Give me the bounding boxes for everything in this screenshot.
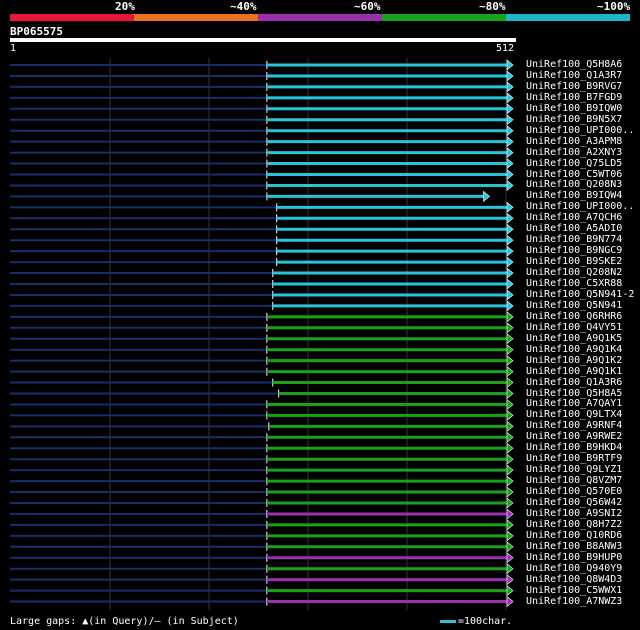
hit-arrow-icon <box>507 93 513 103</box>
hit-row[interactable] <box>10 312 513 322</box>
hit-label-link[interactable]: UniRef100_Q940Y9 <box>526 562 623 574</box>
hit-row[interactable] <box>10 520 513 530</box>
hit-label-link[interactable]: UniRef100_Q5N941-2 <box>526 288 635 300</box>
hit-label-link[interactable]: UniRef100_A9Q1K5 <box>526 332 623 344</box>
hit-row[interactable] <box>10 564 513 574</box>
hit-row[interactable] <box>10 465 513 475</box>
hit-label-link[interactable]: UniRef100_UPI000.. <box>526 124 635 136</box>
hit-row[interactable] <box>10 443 513 453</box>
hit-arrow-icon <box>507 586 513 596</box>
legend-label-4: ~80% <box>479 0 506 13</box>
hit-arrow-icon <box>507 575 513 585</box>
legend-label-1: 20% <box>115 0 135 13</box>
scale-legend <box>440 616 512 627</box>
scale-bar <box>440 620 456 623</box>
hit-arrow-icon <box>507 137 513 147</box>
hit-arrow-icon <box>507 268 513 278</box>
hit-row[interactable] <box>10 432 513 442</box>
hit-row[interactable] <box>10 378 513 388</box>
hit-row[interactable] <box>10 60 513 70</box>
hit-arrow-icon <box>507 389 513 399</box>
hit-arrow-icon <box>507 159 513 169</box>
hit-arrow-icon <box>507 202 513 212</box>
hit-label-link[interactable]: UniRef100_Q75LD5 <box>526 157 623 169</box>
hit-row[interactable] <box>10 410 513 420</box>
hit-label-link[interactable]: UniRef100_B9N5X7 <box>526 113 623 125</box>
hit-row[interactable] <box>10 115 513 125</box>
hit-arrow-icon <box>507 378 513 388</box>
hit-arrow-icon <box>507 498 513 508</box>
hit-label-link[interactable]: UniRef100_B8ANW3 <box>526 540 623 552</box>
hit-arrow-icon <box>507 180 513 190</box>
hit-label-link[interactable]: UniRef100_C5XR88 <box>526 278 623 289</box>
hit-label-link[interactable]: UniRef100_Q5H8A6 <box>526 59 623 70</box>
hit-row[interactable] <box>10 71 513 81</box>
hit-row[interactable] <box>10 137 513 147</box>
hit-row[interactable] <box>10 323 513 333</box>
hit-label-link[interactable]: UniRef100_B9NGC9 <box>526 245 623 257</box>
hit-row[interactable] <box>10 345 513 355</box>
hit-arrow-icon <box>507 454 513 464</box>
hit-row[interactable] <box>10 509 513 519</box>
hit-arrow-icon <box>507 597 513 607</box>
hit-label-link[interactable]: UniRef100_B7FGD9 <box>526 91 623 103</box>
hit-row[interactable] <box>10 597 513 607</box>
hit-arrow-icon <box>507 432 513 442</box>
hit-label-link[interactable]: UniRef100_B9HUP0 <box>526 551 623 563</box>
hit-arrow-icon <box>507 410 513 420</box>
hit-row[interactable] <box>10 290 513 300</box>
hit-arrow-icon <box>507 126 513 136</box>
hit-arrow-icon <box>507 213 513 223</box>
gap-legend: Large gaps: ▲(in Query)/— (in Subject) <box>10 616 239 627</box>
hit-row[interactable] <box>10 531 513 541</box>
hit-arrow-icon <box>507 509 513 519</box>
hit-label-link[interactable]: UniRef100_Q1A3R7 <box>526 69 623 81</box>
hit-arrow-icon <box>507 367 513 377</box>
hit-label-link[interactable]: UniRef100_Q208N3 <box>526 179 623 191</box>
hit-row[interactable] <box>10 148 513 158</box>
hit-row[interactable] <box>10 246 513 256</box>
legend-label-5: ~100% <box>597 0 631 13</box>
hit-row[interactable] <box>10 454 513 464</box>
hit-row[interactable] <box>10 191 489 201</box>
hit-arrow-icon <box>507 312 513 322</box>
hit-label-link[interactable]: UniRef100_B9HKD4 <box>526 442 623 454</box>
hit-arrow-icon <box>507 60 513 70</box>
hit-row[interactable] <box>10 202 513 212</box>
hit-arrow-icon <box>507 104 513 114</box>
hit-arrow-icon <box>507 443 513 453</box>
hit-row[interactable] <box>10 498 513 508</box>
hit-row[interactable] <box>10 82 513 92</box>
hit-row[interactable] <box>10 389 513 399</box>
hit-label-link[interactable]: UniRef100_A9Q1K2 <box>526 354 623 366</box>
hit-arrow-icon <box>507 553 513 563</box>
hit-row[interactable] <box>10 93 513 103</box>
hit-label-link[interactable]: UniRef100_Q4VY51 <box>526 321 623 333</box>
hit-label-link[interactable]: UniRef100_B9IQW0 <box>526 102 623 114</box>
hit-arrow-icon <box>507 399 513 409</box>
hit-label-link[interactable]: UniRef100_A9SNI2 <box>526 507 623 519</box>
hit-label-link[interactable]: UniRef100_A9RWE2 <box>526 431 623 443</box>
hit-label-link[interactable]: UniRef100_Q6RHR6 <box>526 310 623 322</box>
hit-arrow-icon <box>507 356 513 366</box>
hit-label-link[interactable]: UniRef100_A7QAY1 <box>526 398 623 410</box>
hit-arrow-icon <box>507 476 513 486</box>
hit-row[interactable] <box>10 399 513 409</box>
hit-label-link[interactable]: UniRef100_A9Q1K4 <box>526 343 623 355</box>
hit-row[interactable] <box>10 301 513 311</box>
hit-row[interactable] <box>10 542 513 552</box>
hit-arrow-icon <box>507 421 513 431</box>
hit-label-link[interactable]: UniRef100_A9Q1K1 <box>526 365 623 377</box>
hit-label-link[interactable]: UniRef100_Q56W42 <box>526 497 623 508</box>
hit-row[interactable] <box>10 586 513 596</box>
hit-arrow-icon <box>507 279 513 289</box>
hit-arrow-icon <box>507 542 513 552</box>
hit-row[interactable] <box>10 553 513 563</box>
hit-label-link[interactable]: UniRef100_B9IQW4 <box>526 190 623 202</box>
hit-arrow-icon <box>507 465 513 475</box>
hit-arrow-icon <box>507 235 513 245</box>
ruler-start-label: 1 <box>10 43 17 54</box>
hit-row[interactable] <box>10 159 513 169</box>
hit-row[interactable] <box>10 334 513 344</box>
hit-label-link[interactable]: UniRef100_C5WT06 <box>526 168 623 180</box>
hit-arrow-icon <box>507 290 513 300</box>
hit-row[interactable] <box>10 104 513 114</box>
hit-label-link[interactable]: UniRef100_Q1A3R6 <box>526 376 623 388</box>
hit-label-link[interactable]: UniRef100_A7NWZ3 <box>526 595 623 607</box>
hit-arrow-icon <box>507 82 513 92</box>
hit-arrow-icon <box>507 345 513 355</box>
hit-arrow-icon <box>507 520 513 530</box>
hit-row[interactable] <box>10 476 513 486</box>
hit-label-link[interactable]: UniRef100_A3APM8 <box>526 135 623 147</box>
query-title: BP065575 <box>10 25 63 38</box>
hit-row[interactable] <box>10 279 513 289</box>
hit-row[interactable] <box>10 268 513 278</box>
hit-row[interactable] <box>10 213 513 223</box>
hit-label-link[interactable]: UniRef100_UPI000.. <box>526 201 635 213</box>
hit-arrow-icon <box>507 246 513 256</box>
hit-row[interactable] <box>10 126 513 136</box>
hit-arrow-icon <box>483 191 489 201</box>
hit-row[interactable] <box>10 235 513 245</box>
hit-label-link[interactable]: UniRef100_A7QCH6 <box>526 212 623 224</box>
hit-label-link[interactable]: UniRef100_B9N774 <box>526 234 623 246</box>
legend-label-3: ~60% <box>354 0 381 13</box>
hit-arrow-icon <box>507 170 513 180</box>
hit-label-link[interactable]: UniRef100_Q9LTX4 <box>526 409 623 421</box>
hit-label-link[interactable]: UniRef100_A9RNF4 <box>526 420 623 432</box>
hit-row[interactable] <box>10 180 513 190</box>
hit-row[interactable] <box>10 367 513 377</box>
hit-arrow-icon <box>507 115 513 125</box>
hit-row[interactable] <box>10 224 513 234</box>
hit-label-link[interactable]: UniRef100_Q5N941 <box>526 299 623 311</box>
hit-arrow-icon <box>507 301 513 311</box>
hit-label-link[interactable]: UniRef100_Q10RD6 <box>526 529 623 541</box>
hit-label-link[interactable]: UniRef100_Q5H8A5 <box>526 387 623 399</box>
hit-arrow-icon <box>507 257 513 267</box>
hit-row[interactable] <box>10 575 513 585</box>
hit-arrow-icon <box>507 531 513 541</box>
hit-arrow-icon <box>507 564 513 574</box>
hit-label-link[interactable]: UniRef100_A5ADI0 <box>526 223 623 235</box>
hit-label-link[interactable]: UniRef100_Q8W4D3 <box>526 573 623 585</box>
scale-label: =100char. <box>458 616 513 627</box>
hit-label-link[interactable]: UniRef100_Q8H7Z2 <box>526 518 623 530</box>
hit-row[interactable] <box>10 257 513 267</box>
hit-row[interactable] <box>10 421 513 431</box>
hit-label-link[interactable]: UniRef100_C5WWX1 <box>526 584 623 596</box>
hit-row[interactable] <box>10 356 513 366</box>
hit-row[interactable] <box>10 170 513 180</box>
hit-arrow-icon <box>507 323 513 333</box>
hit-label-link[interactable]: UniRef100_B9RTF9 <box>526 453 623 465</box>
ruler-end-label: 512 <box>496 43 515 54</box>
hit-label-link[interactable]: UniRef100_Q208N2 <box>526 267 623 279</box>
hit-label-link[interactable]: UniRef100_B9RVG7 <box>526 80 623 92</box>
hit-label-link[interactable]: UniRef100_B9SKE2 <box>526 256 623 268</box>
hit-arrow-icon <box>507 71 513 81</box>
hit-label-link[interactable]: UniRef100_A2XNY3 <box>526 146 623 158</box>
hit-label-link[interactable]: UniRef100_Q9LYZ1 <box>526 464 623 476</box>
hit-arrow-icon <box>507 224 513 234</box>
hit-arrow-icon <box>507 148 513 158</box>
hit-row[interactable] <box>10 487 513 497</box>
legend-label-2: ~40% <box>230 0 257 13</box>
hit-label-link[interactable]: UniRef100_Q570E0 <box>526 486 623 498</box>
hit-arrow-icon <box>507 487 513 497</box>
hit-label-link[interactable]: UniRef100_Q8VZM7 <box>526 475 623 487</box>
hit-arrow-icon <box>507 334 513 344</box>
